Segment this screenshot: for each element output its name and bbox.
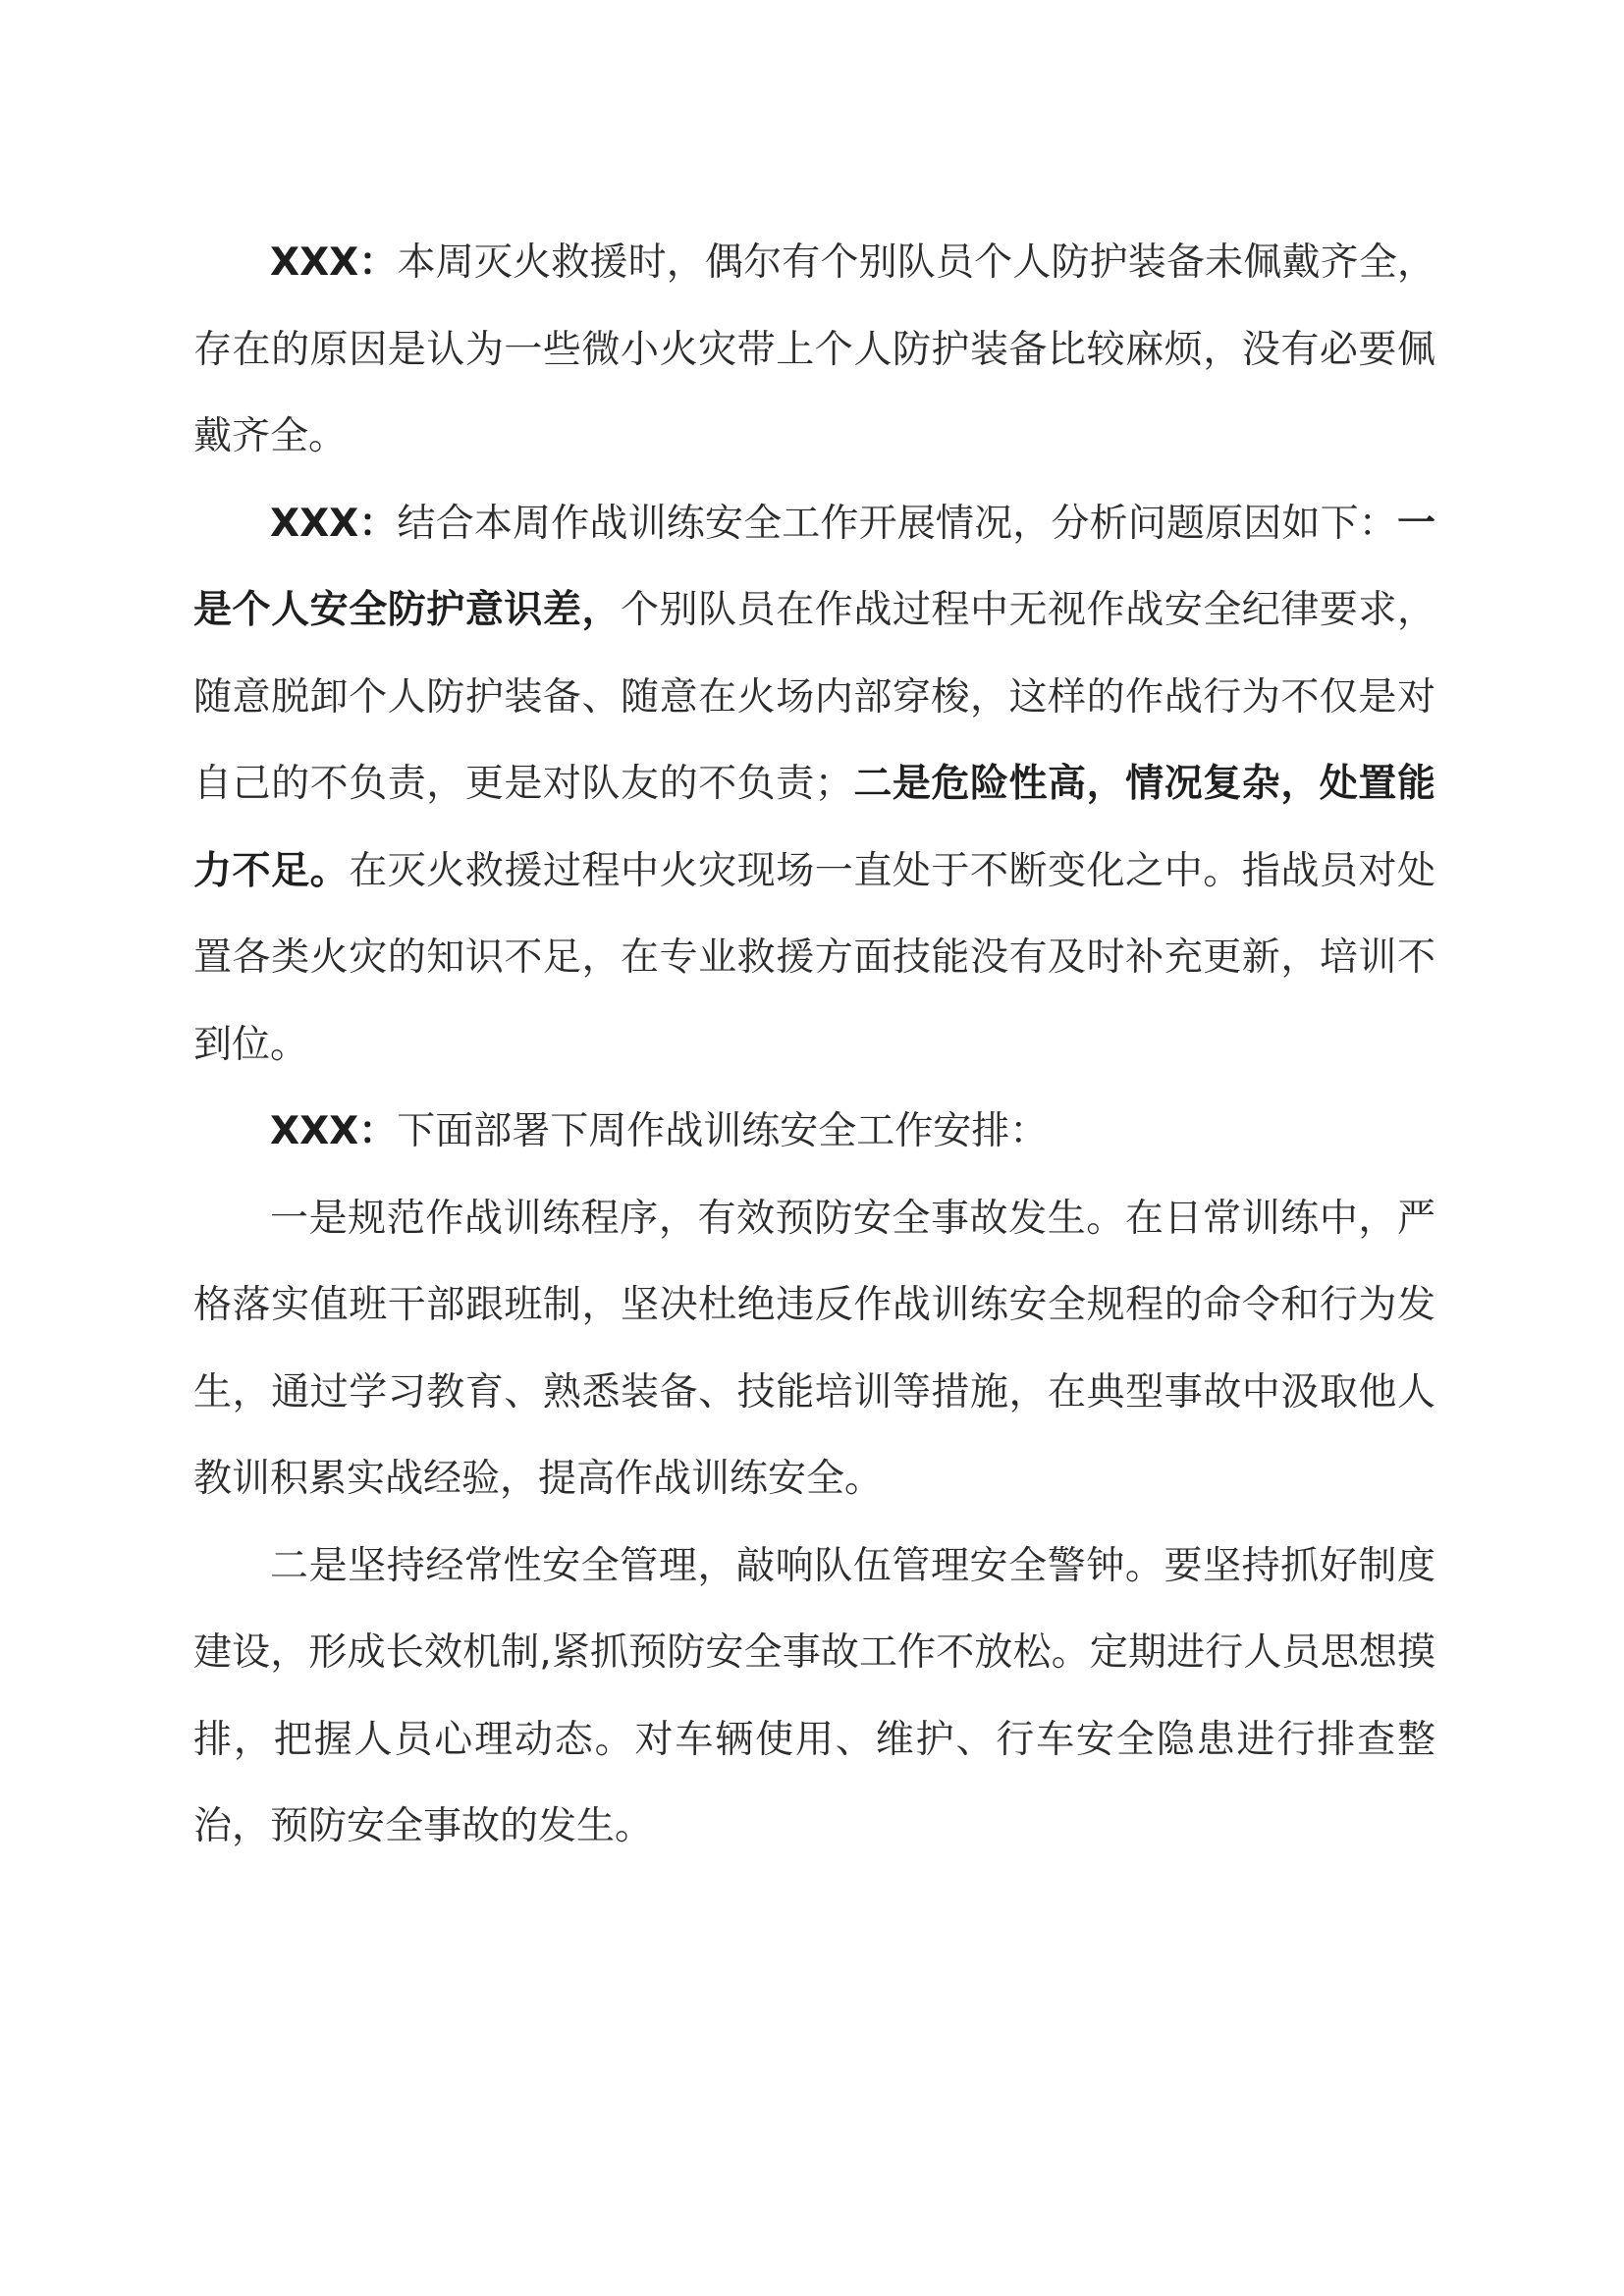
document-page [193,220,1435,1871]
paragraph-text: 下面部署下周作战训练安全工作安排： [397,1109,1049,1153]
paragraph-text: 一是规范作战训练程序，有效预防安全事故发生。在日常训练中，严格落实值班干部跟班制，坚决杜绝违反作战训练安全规程的命令和行为发生，通过学习教育、熟悉装备、技能培训等措施，在典型事故中汲取他人教训积累实战经验，提高作战训练安全。 [193,1196,1435,1501]
speaker-label: XXX： [270,240,398,285]
paragraph-1 [193,220,1435,481]
emphasis-text: 一是个人安全防护意识差， [193,501,1435,632]
paragraph-text: 个别队员在作战过程中无视作战安全纪律要求，随意脱卸个人防护装备、随意在火场内部穿梭，这样的作战行为不仅是对自己的不负责，更是对队友的不负责； [193,588,1435,806]
paragraph-2 [193,481,1435,1090]
paragraph-text: 在灭火救援过程中火灾现场一直处于不断变化之中。指战员对处置各类火灾的知识不足，在专业救援方面技能没有及时补充更新，培训不到位。 [193,848,1435,1067]
speaker-label: XXX： [270,1109,398,1153]
paragraph-text: 二是坚持经常性安全管理，敲响队伍管理安全警钟。要坚持抓好制度建设，形成长效机制,紧抓预防安全事故工作不放松。定期进行人员思想摸排，把握人员心理动态。对车辆使用、维护、行车安全隐患进行排查整治，预防安全事故的发生。 [193,1543,1435,1848]
paragraph-5 [193,1523,1435,1871]
emphasis-text: 二是危险性高，情况复杂，处置能力不足。 [193,762,1435,893]
paragraph-4 [193,1176,1435,1523]
paragraph-text: 本周灭火救援时，偶尔有个别队员个人防护装备未佩戴齐全，存在的原因是认为一些微小火灾带上个人防护装备比较麻烦，没有必要佩戴齐全。 [193,240,1435,458]
speaker-label: XXX： [270,501,398,546]
paragraph-3 [193,1089,1435,1176]
paragraph-text: 结合本周作战训练安全工作开展情况，分析问题原因如下： [397,501,1397,546]
